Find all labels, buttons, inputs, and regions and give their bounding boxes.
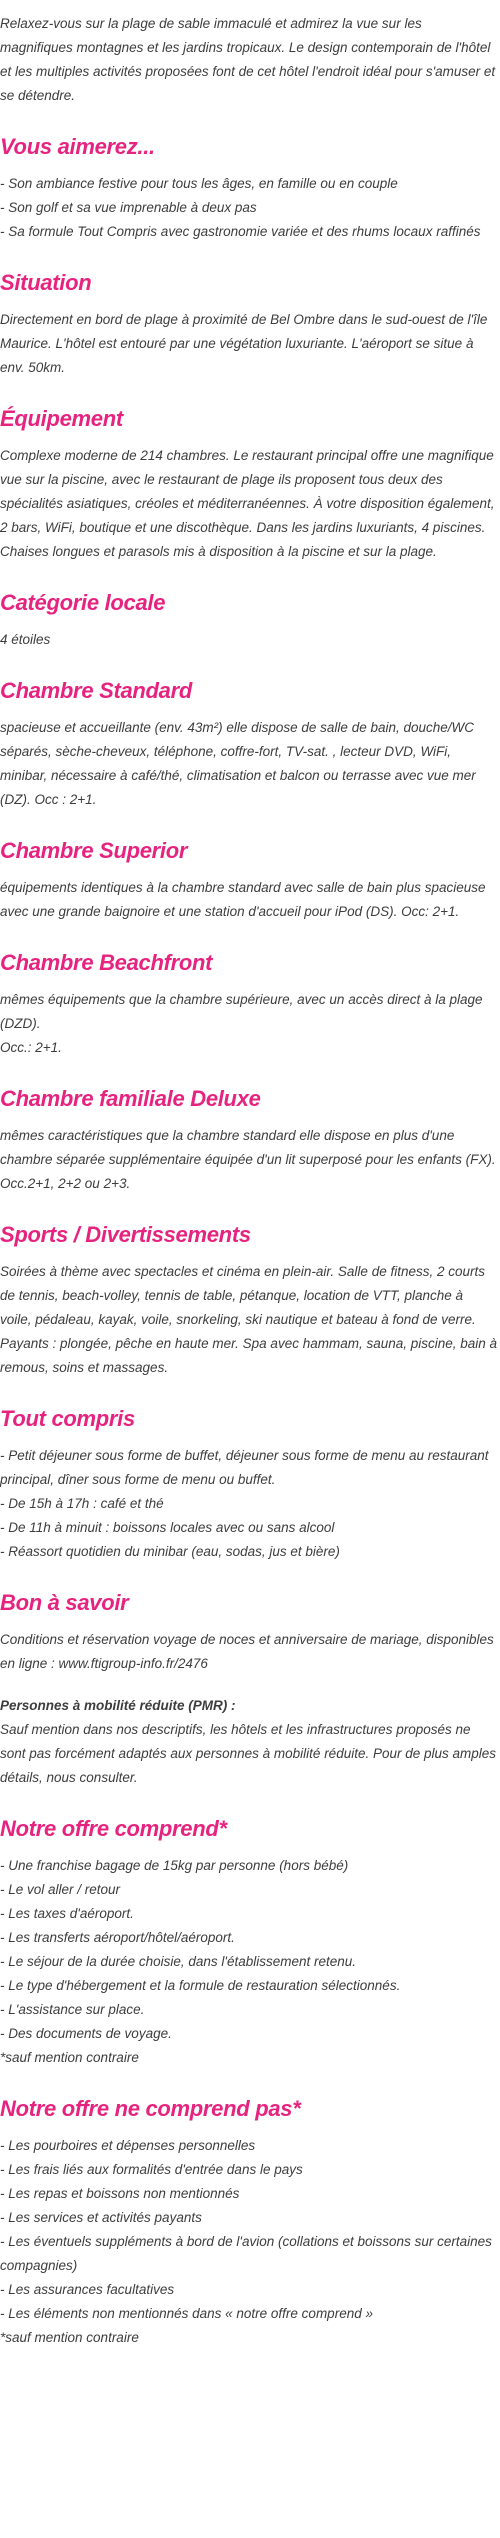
tout-compris-list bbox=[0, 1444, 498, 1564]
offre-ne-comprend-list bbox=[0, 2134, 498, 2350]
section-title-situation: Situation bbox=[0, 270, 92, 295]
section-title-vous-aimerez: Vous aimerez... bbox=[0, 134, 155, 159]
list-item: - Les éventuels suppléments à bord de l'avion (collations et boissons sur certaines compagnies) bbox=[0, 2234, 492, 2273]
list-item: - Son ambiance festive pour tous les âges, en famille ou en couple bbox=[0, 176, 398, 191]
list-item: - L'assistance sur place. bbox=[0, 2002, 145, 2017]
pmr-block bbox=[0, 1694, 498, 1790]
list-item: - Le vol aller / retour bbox=[0, 1882, 121, 1897]
pmr-text: Sauf mention dans nos descriptifs, les hôtels et les infrastructures proposés ne sont pas forcément adaptés aux personnes à mobilité réduite. Pour de plus amples détails, nous consulter. bbox=[0, 1722, 497, 1785]
text-line: mêmes caractéristiques que la chambre standard elle dispose en plus d'une chambre séparée supplémentaire équipée d'un lit superposé pour les enfants (FX). bbox=[0, 1128, 496, 1167]
text-line: Occ.: 2+1. bbox=[0, 1040, 62, 1055]
section-title-tout-compris: Tout compris bbox=[0, 1406, 135, 1431]
list-item: - Les services et activités payants bbox=[0, 2210, 202, 2225]
section-title-chambre-superior: Chambre Superior bbox=[0, 838, 188, 863]
list-item: - De 15h à 17h : café et thé bbox=[0, 1496, 164, 1511]
list-item: - Le type d'hébergement et la formule de restauration sélectionnés. bbox=[0, 1978, 401, 1993]
sports-text: Soirées à thème avec spectacles et cinéma en plein-air. Salle de fitness, 2 courts de tennis, beach-volley, tennis de table, pétanque, location de VTT, planche à voile, pédaleau, kayak, voile, snorkeling, ski nautique et bateau à fond de verre. Payants : plongée, pêche en haute mer. Spa avec hammam, sauna, piscine, bain à remous, soins et massages. bbox=[0, 1264, 498, 1375]
section-title-offre-ne-comprend: Notre offre ne comprend pas* bbox=[0, 2096, 301, 2121]
list-item: - Les assurances facultatives bbox=[0, 2282, 175, 2297]
categorie-text: 4 étoiles bbox=[0, 632, 51, 647]
section-title-bon-a-savoir: Bon à savoir bbox=[0, 1590, 129, 1615]
chambre-standard-text: spacieuse et accueillante (env. 43m²) elle dispose de salle de bain, douche/WC séparés, sèche-cheveux, téléphone, coffre-fort, TV-sat. , lecteur DVD, WiFi, minibar, nécessaire à café/thé, climatisation et balcon ou terrasse avec vue mer (DZ). Occ : 2+1. bbox=[0, 720, 476, 807]
section-title-equipement: Équipement bbox=[0, 406, 123, 431]
footnote: *sauf mention contraire bbox=[0, 2050, 139, 2065]
list-item: - Petit déjeuner sous forme de buffet, déjeuner sous forme de menu au restaurant principal, dîner sous forme de menu ou buffet. bbox=[0, 1448, 489, 1487]
section-title-chambre-standard: Chambre Standard bbox=[0, 678, 193, 703]
list-item: - Les éléments non mentionnés dans « notre offre comprend » bbox=[0, 2306, 373, 2321]
list-item: - Son golf et sa vue imprenable à deux pas bbox=[0, 200, 257, 215]
equipement-text: Complexe moderne de 214 chambres. Le restaurant principal offre une magnifique vue sur la piscine, avec le restaurant de plage ils proposent tous deux des spécialités asiatiques, créoles et méditerranéennes. À votre disposition également, 2 bars, WiFi, boutique et une discothèque. Dans les jardins luxuriants, 4 piscines. Chaises longues et parasols mis à disposition à la piscine et sur la plage. bbox=[0, 448, 495, 559]
pmr-heading: Personnes à mobilité réduite (PMR) : bbox=[0, 1698, 236, 1713]
list-item: - Les transferts aéroport/hôtel/aéroport. bbox=[0, 1930, 235, 1945]
chambre-beachfront-text bbox=[0, 988, 498, 1060]
offre-comprend-list bbox=[0, 1854, 498, 2070]
list-item: - Sa formule Tout Compris avec gastronomie variée et des rhums locaux raffinés bbox=[0, 224, 481, 239]
footnote: *sauf mention contraire bbox=[0, 2330, 139, 2345]
list-item: - Réassort quotidien du minibar (eau, sodas, jus et bière) bbox=[0, 1544, 340, 1559]
chambre-superior-text: équipements identiques à la chambre standard avec salle de bain plus spacieuse avec une grande baignoire et une station d'accueil pour iPod (DS). Occ: 2+1. bbox=[0, 880, 486, 919]
list-item: - Les taxes d'aéroport. bbox=[0, 1906, 134, 1921]
list-item: - Les repas et boissons non mentionnés bbox=[0, 2186, 240, 2201]
list-item: - Une franchise bagage de 15kg par personne (hors bébé) bbox=[0, 1858, 349, 1873]
chambre-familiale-text bbox=[0, 1124, 498, 1196]
text-line: Occ.2+1, 2+2 ou 2+3. bbox=[0, 1176, 131, 1191]
list-item: - Les pourboires et dépenses personnelles bbox=[0, 2138, 256, 2153]
text-line: mêmes équipements que la chambre supérieure, avec un accès direct à la plage (DZD). bbox=[0, 992, 483, 1031]
list-item: - Le séjour de la durée choisie, dans l'établissement retenu. bbox=[0, 1954, 357, 1969]
situation-text: Directement en bord de plage à proximité de Bel Ombre dans le sud-ouest de l'île Maurice. L'hôtel est entouré par une végétation luxuriante. L'aéroport se situe à env. 50km. bbox=[0, 312, 488, 375]
section-title-categorie: Catégorie locale bbox=[0, 590, 166, 615]
list-item: - Les frais liés aux formalités d'entrée dans le pays bbox=[0, 2162, 303, 2177]
section-title-sports: Sports / Divertissements bbox=[0, 1222, 251, 1247]
section-title-chambre-beachfront: Chambre Beachfront bbox=[0, 950, 213, 975]
intro-paragraph: Relaxez-vous sur la plage de sable immaculé et admirez la vue sur les magnifiques montagnes et les jardins tropicaux. Le design contemporain de l'hôtel et les multiples activités proposées font de cet hôtel l'endroit idéal pour s'amuser et se détendre. bbox=[0, 16, 496, 103]
section-title-offre-comprend: Notre offre comprend* bbox=[0, 1816, 227, 1841]
section-title-chambre-familiale: Chambre familiale Deluxe bbox=[0, 1086, 261, 1111]
list-item: - De 11h à minuit : boissons locales avec ou sans alcool bbox=[0, 1520, 335, 1535]
list-item: - Des documents de voyage. bbox=[0, 2026, 172, 2041]
vous-aimerez-list bbox=[0, 172, 498, 244]
bon-a-savoir-text: Conditions et réservation voyage de noces et anniversaire de mariage, disponibles en ligne : www.ftigroup-info.fr/2476 bbox=[0, 1632, 494, 1671]
